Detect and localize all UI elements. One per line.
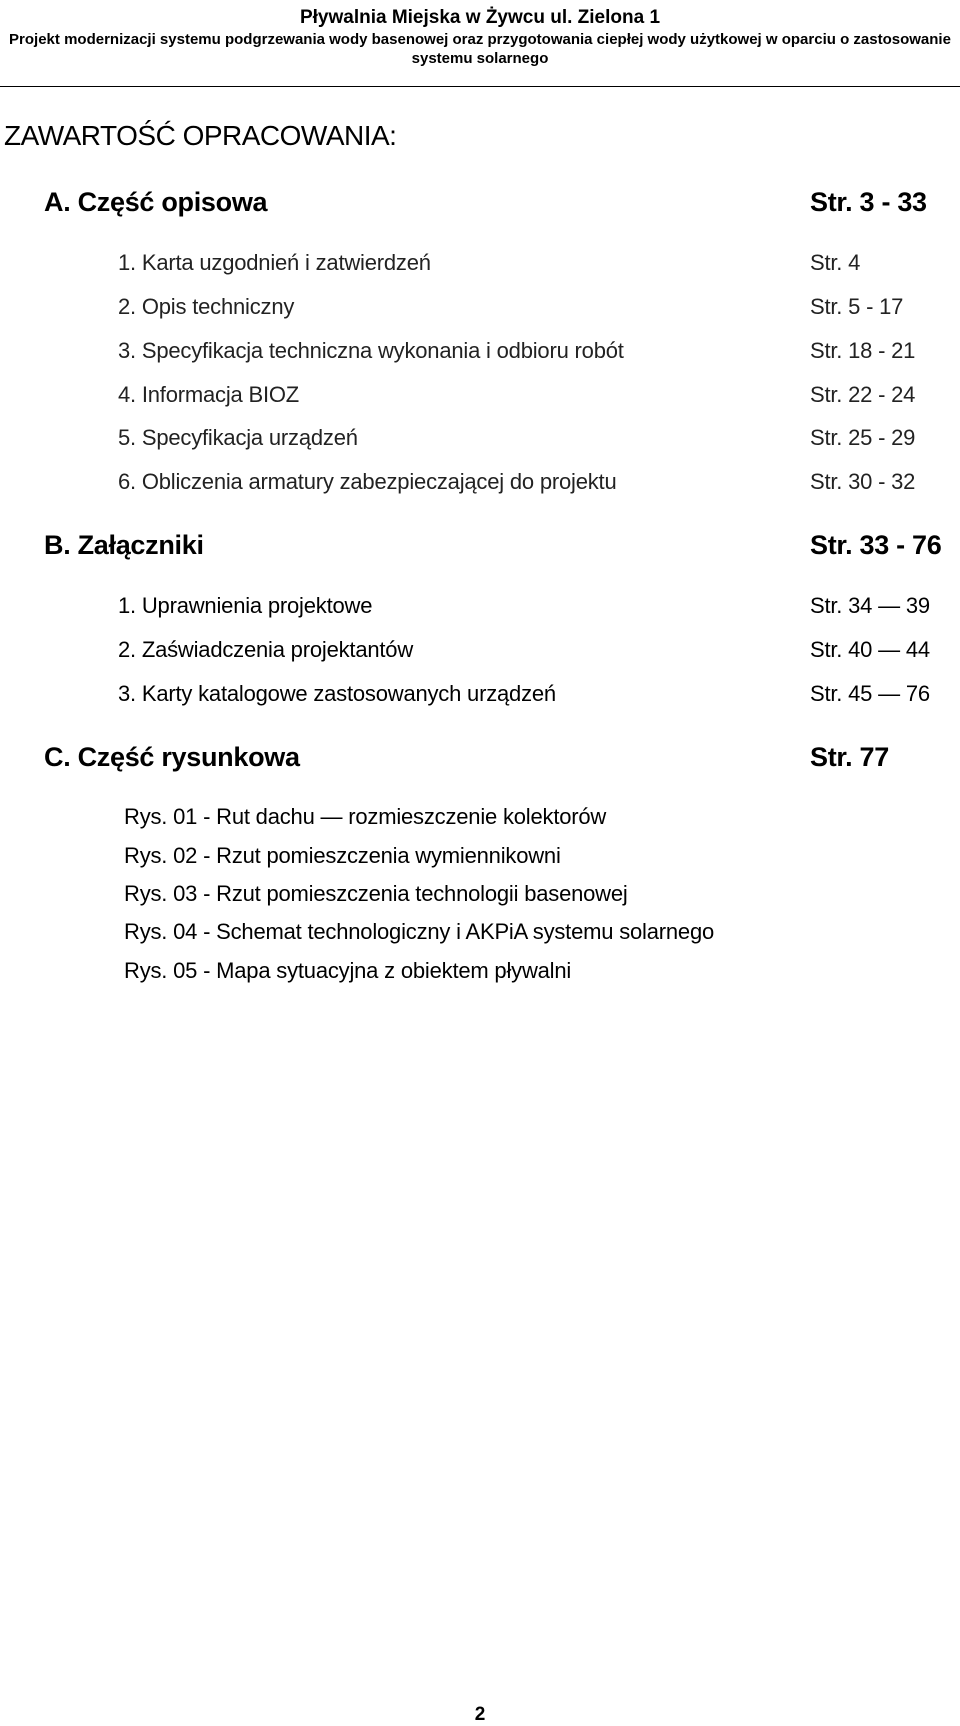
header-subtitle-line2: systemu solarnego <box>411 50 549 67</box>
section-a-label: A. Część opisowa <box>44 187 268 217</box>
toc-item: 3. Specyfikacja techniczna wykonania i odbioru robót <box>118 338 624 363</box>
toc-item: 3. Karty katalogowe zastosowanych urządzeń <box>118 681 556 706</box>
header-subtitle-line1: Projekt modernizacji systemu podgrzewania wody basenowej oraz przygotowania ciepłej wody użytkowej w oparciu o zastosowanie <box>9 31 951 48</box>
document-header <box>0 6 960 68</box>
toc-item: 1. Karta uzgodnień i zatwierdzeń <box>118 250 431 275</box>
toc-item-pages: Str. 4 <box>810 250 861 275</box>
drawing-item: Rys. 04 - Schemat technologiczny i AKPiA systemu solarnego <box>124 919 715 944</box>
drawing-item: Rys. 02 - Rzut pomieszczenia wymiennikowni <box>124 843 561 868</box>
toc-item: 1. Uprawnienia projektowe <box>118 593 373 618</box>
page-number: 2 <box>474 1704 486 1725</box>
toc-item: 2. Zaświadczenia projektantów <box>118 637 414 662</box>
toc-item-pages: Str. 45 — 76 <box>810 681 930 706</box>
toc-item-pages: Str. 40 — 44 <box>810 637 930 662</box>
section-b-pages: Str. 33 - 76 <box>810 530 942 560</box>
section-c-pages: Str. 77 <box>810 742 889 772</box>
toc-item: 6. Obliczenia armatury zabezpieczającej do projektu <box>118 469 617 494</box>
drawing-item: Rys. 03 - Rzut pomieszczenia technologii basenowej <box>124 881 628 906</box>
toc-item-pages: Str. 22 - 24 <box>810 382 916 407</box>
section-b-label: B. Załączniki <box>44 530 204 560</box>
toc-item-pages: Str. 25 - 29 <box>810 425 916 450</box>
toc-item-pages: Str. 34 — 39 <box>810 593 930 618</box>
toc-item-pages: Str. 18 - 21 <box>810 338 916 363</box>
drawing-item: Rys. 05 - Mapa sytuacyjna z obiektem pływalni <box>124 958 572 983</box>
header-divider <box>0 86 960 87</box>
toc-item-pages: Str. 5 - 17 <box>810 294 904 319</box>
toc-item-pages: Str. 30 - 32 <box>810 469 916 494</box>
section-a-pages: Str. 3 - 33 <box>810 187 927 217</box>
header-title: Pływalnia Miejska w Żywcu ul. Zielona 1 <box>299 7 661 28</box>
toc-item: 4. Informacja BIOZ <box>118 382 300 407</box>
section-c-label: C. Część rysunkowa <box>44 742 300 772</box>
drawing-item: Rys. 01 - Rut dachu — rozmieszczenie kolektorów <box>124 804 607 829</box>
toc-item: 5. Specyfikacja urządzeń <box>118 425 358 450</box>
toc-item: 2. Opis techniczny <box>118 294 295 319</box>
toc-title: ZAWARTOŚĆ OPRACOWANIA: <box>4 120 397 151</box>
